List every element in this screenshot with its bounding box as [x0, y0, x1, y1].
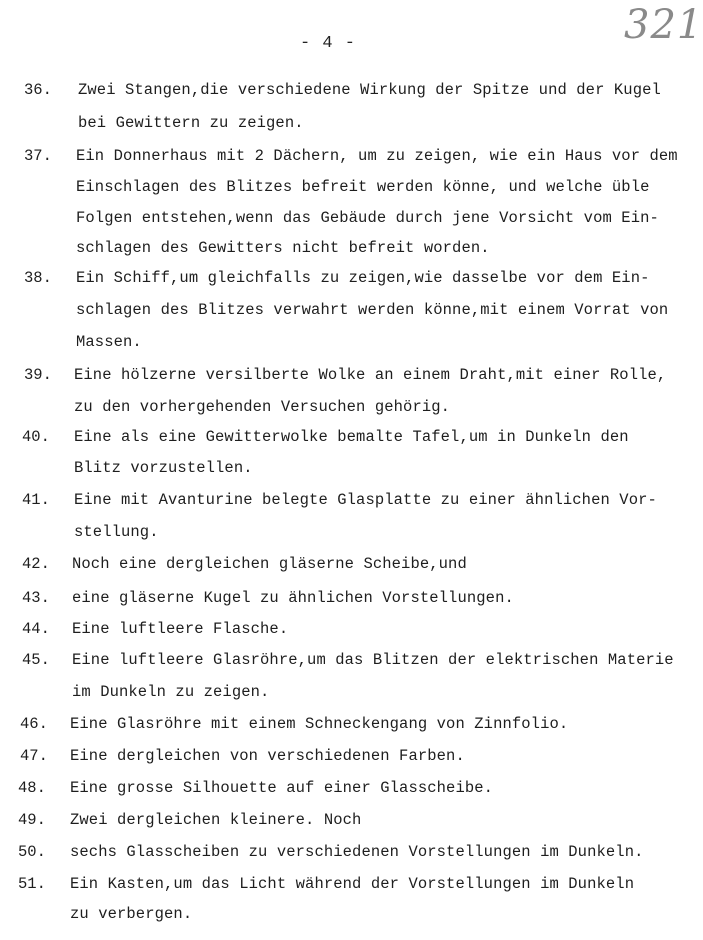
item-number: 50.: [18, 843, 46, 861]
item-number: 46.: [20, 715, 48, 733]
item-text-line: Massen.: [76, 333, 142, 351]
item-text-line: Eine luftleere Flasche.: [72, 620, 289, 638]
item-text-line: sechs Glasscheiben zu verschiedenen Vorstellungen im Dunkeln.: [70, 843, 644, 861]
item-text-line: Ein Kasten,um das Licht während der Vorstellungen im Dunkeln: [70, 875, 635, 893]
item-text-line: Zwei dergleichen kleinere. Noch: [70, 811, 362, 829]
item-number: 49.: [18, 811, 46, 829]
item-text-line: eine gläserne Kugel zu ähnlichen Vorstellungen.: [72, 589, 514, 607]
item-text-line: Blitz vorzustellen.: [74, 459, 253, 477]
item-text-line: im Dunkeln zu zeigen.: [72, 683, 270, 701]
item-text-line: Ein Donnerhaus mit 2 Dächern, um zu zeigen, wie ein Haus vor dem: [76, 147, 678, 165]
item-text-line: Folgen entstehen,wenn das Gebäude durch jene Vorsicht vom Ein-: [76, 209, 659, 227]
item-text-line: schlagen des Blitzes verwahrt werden könne,mit einem Vorrat von: [76, 301, 669, 319]
item-text-line: bei Gewittern zu zeigen.: [78, 114, 304, 132]
item-text-line: schlagen des Gewitters nicht befreit worden.: [76, 239, 490, 257]
item-text-line: Eine als eine Gewitterwolke bemalte Tafel,um in Dunkeln den: [74, 428, 629, 446]
item-number: 40.: [22, 428, 50, 446]
item-text-line: Einschlagen des Blitzes befreit werden könne, und welche üble: [76, 178, 650, 196]
item-text-line: Zwei Stangen,die verschiedene Wirkung der Spitze und der Kugel: [78, 81, 661, 99]
archive-number: 321: [624, 2, 703, 48]
item-number: 44.: [22, 620, 50, 638]
item-text-line: zu verbergen.: [70, 905, 193, 923]
item-number: 41.: [22, 491, 50, 509]
item-number: 48.: [18, 779, 46, 797]
item-number: 38.: [24, 269, 52, 287]
item-text-line: Eine grosse Silhouette auf einer Glasscheibe.: [70, 779, 494, 797]
item-text-line: Eine hölzerne versilberte Wolke an einem Draht,mit einer Rolle,: [74, 366, 667, 384]
item-text-line: Eine Glasröhre mit einem Schneckengang von Zinnfolio.: [70, 715, 569, 733]
item-number: 47.: [20, 747, 48, 765]
item-text-line: Eine dergleichen von verschiedenen Farben.: [70, 747, 465, 765]
item-text-line: Noch eine dergleichen gläserne Scheibe,und: [72, 555, 467, 573]
item-number: 36.: [24, 81, 52, 99]
item-number: 39.: [24, 366, 52, 384]
item-text-line: zu den vorhergehenden Versuchen gehörig.: [74, 398, 451, 416]
item-text-line: Eine mit Avanturine belegte Glasplatte zu einer ähnlichen Vor-: [74, 491, 657, 509]
item-number: 45.: [22, 651, 50, 669]
item-number: 42.: [22, 555, 50, 573]
page-number: - 4 -: [300, 34, 357, 53]
item-text-line: Ein Schiff,um gleichfalls zu zeigen,wie dasselbe vor dem Ein-: [76, 269, 650, 287]
item-number: 43.: [22, 589, 50, 607]
item-number: 51.: [18, 875, 46, 893]
item-number: 37.: [24, 147, 52, 165]
item-text-line: Eine luftleere Glasröhre,um das Blitzen der elektrischen Materie: [72, 651, 674, 669]
item-text-line: stellung.: [74, 523, 159, 541]
